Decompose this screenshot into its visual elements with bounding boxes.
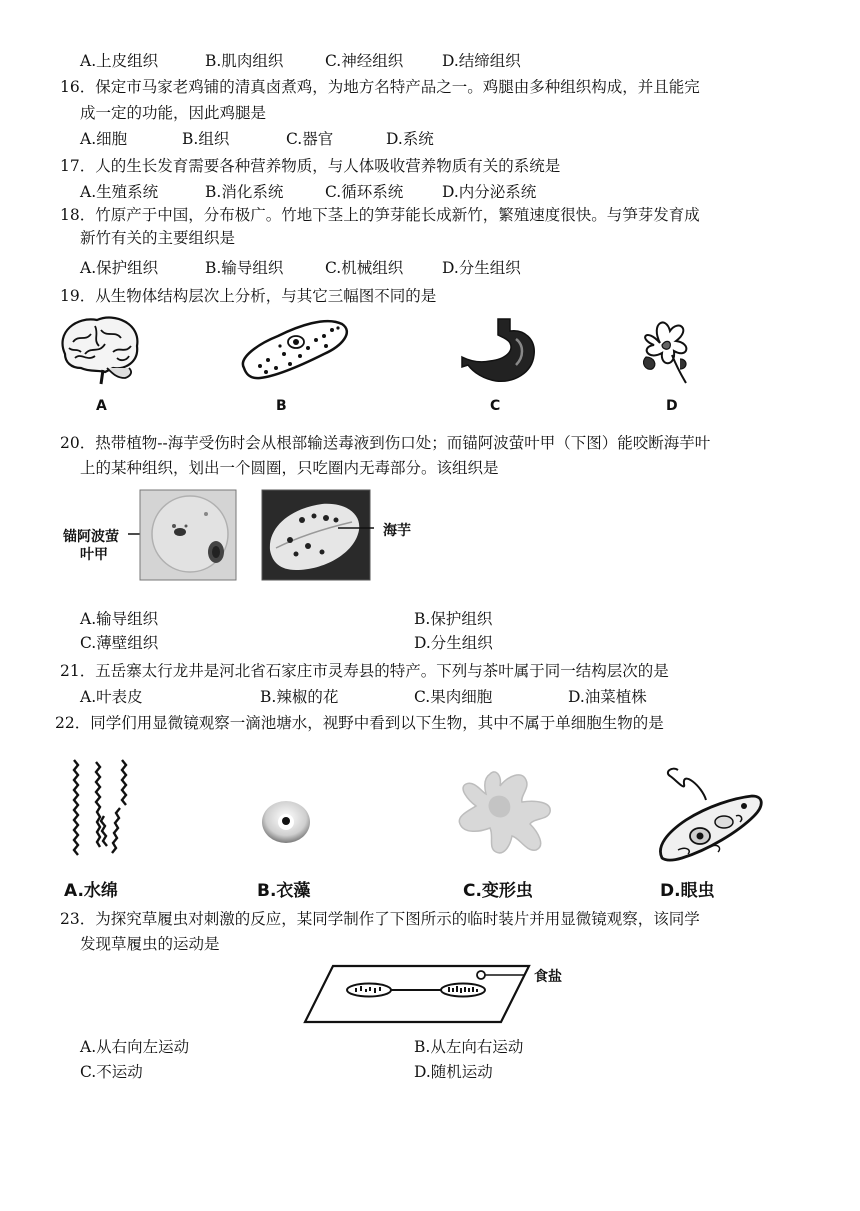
q21-option-a: A.叶表皮 [80,688,143,706]
q19-label-d: D [666,398,678,414]
q20-option-d: D.分生组织 [414,634,493,652]
chlamydomonas-icon [258,798,314,846]
amoeba-icon [450,766,560,858]
stomach-icon [460,317,540,385]
q16-stem-line1: 16．保定市马家老鸡铺的清真卤煮鸡，为地方名特产品之一。鸡腿由多种组织构成，并且能完 [60,78,700,96]
q22-label-c: C.变形虫 [463,881,533,901]
taro-pointer-line [338,524,378,532]
euglena-icon [652,766,768,862]
q22-label-b: B.衣藻 [257,881,311,901]
q18-stem-line2: 新竹有关的主要组织是 [80,229,236,247]
q17-option-c: C.循环系统 [325,183,404,201]
q16-option-b: B.组织 [182,130,230,148]
flower-icon [632,313,696,385]
q15-option-c: C.神经组织 [325,52,404,70]
q23-option-d: D.随机运动 [414,1063,493,1081]
q20-option-b: B.保护组织 [414,610,493,628]
q23-stem-line1: 23．为探究草履虫对刺激的反应，某同学制作了下图所示的临时装片并用显微镜观察，该同学 [60,910,700,928]
beetle-label-line2: 叶甲 [80,547,108,563]
q22-stem-line1: 22．同学们用显微镜观察一滴池塘水，视野中看到以下生物，其中不属于单细胞生物的是 [55,714,664,732]
q22-label-d: D.眼虫 [660,881,715,901]
beetle-label-line1: 锚阿波萤 [63,529,119,545]
q20-stem-line1: 20．热带植物--海芋受伤时会从根部输送毒液到伤口处；而锚阿波萤叶甲（下图）能咬断海芋叶 [60,434,711,452]
q23-option-a: A.从右向左运动 [80,1038,190,1056]
q17-stem-line1: 17．人的生长发育需要各种营养物质，与人体吸收营养物质有关的系统是 [60,157,561,175]
q23-stem-line2: 发现草履虫的运动是 [80,935,220,953]
q21-option-b: B.辣椒的花 [260,688,339,706]
spirogyra-icon [66,758,138,866]
beetle-photo [140,490,236,580]
q18-option-c: C.机械组织 [325,259,404,277]
q20-option-a: A.输导组织 [80,610,159,628]
q18-option-a: A.保护组织 [80,259,159,277]
q19-label-c: C [490,398,501,414]
q20-option-c: C.薄壁组织 [80,634,159,652]
q19-label-b: B [276,398,287,414]
q21-option-c: C.果肉细胞 [414,688,493,706]
q23-option-c: C.不运动 [80,1063,143,1081]
q15-option-d: D.结缔组织 [442,52,521,70]
taro-label: 海芋 [383,523,411,539]
q17-option-d: D.内分泌系统 [442,183,537,201]
q15-option-a: A.上皮组织 [80,52,159,70]
q16-option-a: A.细胞 [80,130,128,148]
salt-label: 食盐 [534,969,562,985]
q19-stem-line1: 19．从生物体结构层次上分析，与其它三幅图不同的是 [60,287,437,305]
q23-option-b: B.从左向右运动 [414,1038,524,1056]
paramecium-icon [238,318,353,380]
q15-option-b: B.肌肉组织 [205,52,284,70]
q19-label-a: A [96,398,107,414]
brain-icon [55,312,145,384]
q20-stem-line2: 上的某种组织，划出一个圆圈，只吃圈内无毒部分。该组织是 [80,459,499,477]
q21-stem-line1: 21．五岳寨太行龙井是河北省石家庄市灵寿县的特产。下列与茶叶属于同一结构层次的是 [60,662,669,680]
q17-option-b: B.消化系统 [205,183,284,201]
q18-option-b: B.输导组织 [205,259,284,277]
q18-stem-line1: 18．竹原产于中国，分布极广。竹地下茎上的笋芽能长成新竹，繁殖速度很快。与笋芽发育成 [60,206,700,224]
q16-option-c: C.器官 [286,130,334,148]
slide-diagram [305,962,535,1026]
q17-option-a: A.生殖系统 [80,183,159,201]
q16-option-d: D.系统 [386,130,434,148]
q16-stem-line2: 成一定的功能，因此鸡腿是 [80,104,267,122]
q22-label-a: A.水绵 [64,881,118,901]
q21-option-d: D.油菜植株 [568,688,647,706]
taro-leaf-photo [262,490,370,580]
q18-option-d: D.分生组织 [442,259,521,277]
